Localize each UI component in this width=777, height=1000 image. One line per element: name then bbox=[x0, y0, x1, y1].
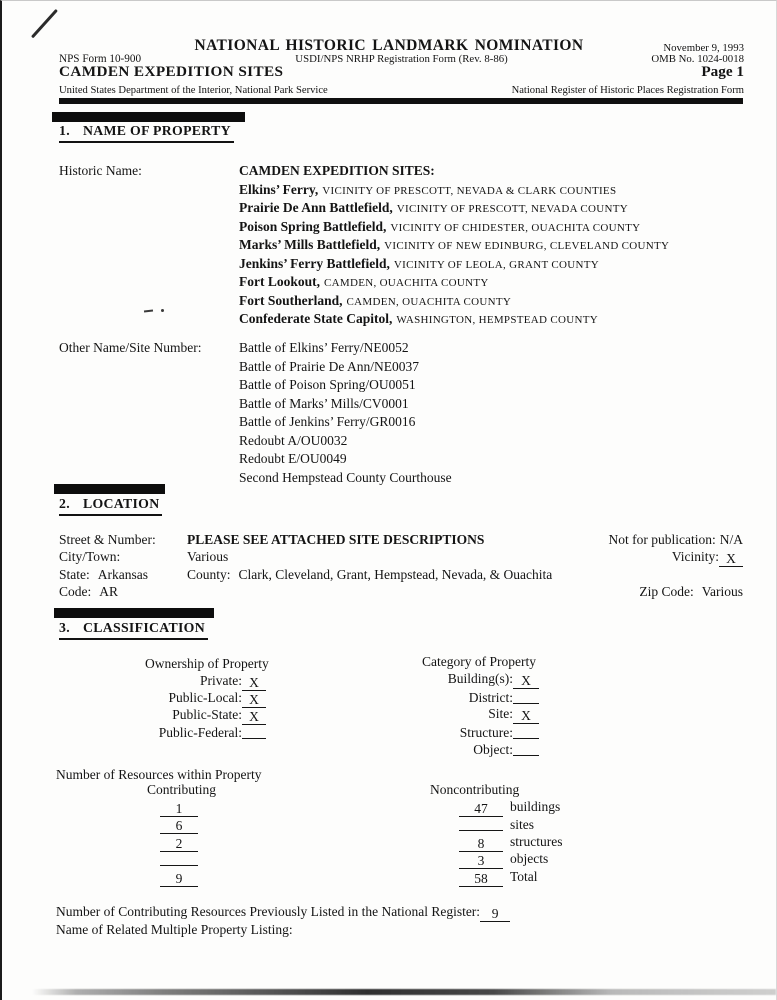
section-1-bar bbox=[52, 112, 245, 122]
other-name-row: Battle of Jenkins’ Ferry/GR0016 bbox=[239, 414, 416, 429]
contributing-label: Contributing bbox=[147, 782, 217, 797]
noncontributing-item-label: Total bbox=[510, 868, 538, 884]
historic-group-title: CAMDEN EXPEDITION SITES: bbox=[239, 163, 435, 178]
noncontributing-item-label: structures bbox=[510, 833, 563, 849]
not-for-publication-value: N/A bbox=[719, 532, 743, 547]
header-rule bbox=[59, 98, 743, 104]
site-name: Fort Southerland, bbox=[239, 292, 343, 308]
site-name: Poison Spring Battlefield, bbox=[239, 218, 387, 234]
page-number: Page 1 bbox=[701, 63, 744, 80]
site-name: Prairie De Ann Battlefield, bbox=[239, 200, 393, 215]
ownership-value: X bbox=[242, 693, 266, 708]
section-2-number: 2. bbox=[59, 496, 70, 511]
category-value: X bbox=[513, 709, 539, 724]
header-property-line bbox=[59, 63, 744, 81]
ownership-value: X bbox=[242, 710, 266, 725]
historic-site-row bbox=[239, 200, 669, 219]
other-name-block bbox=[59, 340, 452, 488]
category-label: Site: bbox=[488, 706, 513, 722]
not-for-publication bbox=[609, 532, 743, 548]
header-date: November 9, 1993 bbox=[663, 42, 744, 54]
ownership-row bbox=[102, 690, 266, 707]
ownership-value bbox=[242, 724, 266, 739]
contributing-row bbox=[160, 799, 198, 816]
historic-site-row bbox=[239, 274, 669, 293]
scan-noise-band bbox=[32, 989, 776, 995]
category-row bbox=[382, 724, 539, 742]
noncontributing-row bbox=[459, 799, 562, 816]
code-value: AR bbox=[99, 584, 119, 600]
section-2-title: LOCATION bbox=[82, 496, 160, 511]
ownership-label: Private: bbox=[200, 673, 242, 688]
code-row bbox=[59, 584, 743, 601]
ownership-row bbox=[102, 724, 266, 741]
noncontributing-row bbox=[459, 834, 562, 851]
noncontributing-value bbox=[459, 816, 503, 831]
zip-value: Various bbox=[701, 584, 743, 600]
noncontributing-value: 47 bbox=[459, 802, 503, 817]
category-row bbox=[382, 689, 539, 707]
category-row bbox=[382, 671, 539, 689]
contributing-row bbox=[160, 851, 198, 868]
section-3-title: CLASSIFICATION bbox=[82, 620, 205, 635]
section-2-heading bbox=[59, 496, 162, 516]
historic-site-row bbox=[239, 219, 669, 238]
category-value bbox=[513, 724, 539, 739]
county bbox=[187, 567, 743, 583]
property-title: CAMDEN EXPEDITION SITES bbox=[59, 63, 284, 80]
other-name-values bbox=[239, 340, 452, 488]
historic-name-values bbox=[239, 163, 669, 330]
section-3-bar bbox=[54, 608, 214, 618]
omb-number: OMB No. 1024-0018 bbox=[651, 53, 744, 65]
site-name: Confederate State Capitol, bbox=[239, 311, 393, 326]
city-value: Various bbox=[187, 549, 229, 565]
county-label: County: bbox=[187, 566, 231, 582]
historic-site-row bbox=[239, 182, 669, 201]
previously-listed-label: Number of Contributing Resources Previously Listed in the National Register: bbox=[56, 904, 481, 919]
noncontributing-item-label: buildings bbox=[510, 799, 561, 814]
category-title: Category of Property bbox=[422, 654, 536, 669]
vicinity-label: Vicinity: bbox=[671, 549, 719, 565]
county-value: Clark, Cleveland, Grant, Hempstead, Nevada, & Ouachita bbox=[238, 566, 553, 582]
noncontributing-value: 8 bbox=[459, 837, 503, 852]
section-3-heading bbox=[59, 620, 208, 640]
vicinity-value: X bbox=[719, 552, 743, 567]
contributing-value: 6 bbox=[160, 819, 198, 834]
site-name: Fort Lookout, bbox=[239, 274, 320, 289]
noncontributing-value: 58 bbox=[459, 872, 503, 887]
city-label: City/Town: bbox=[59, 549, 121, 565]
category-label: Object: bbox=[473, 742, 513, 758]
header-agency-line bbox=[59, 85, 744, 96]
category-value: X bbox=[513, 674, 539, 689]
other-name-row: Battle of Marks’ Mills/CV0001 bbox=[239, 395, 409, 411]
zip-label: Zip Code: bbox=[639, 584, 694, 600]
resources-title: Number of Resources within Property bbox=[56, 767, 262, 782]
category-items bbox=[382, 671, 539, 759]
noncontributing-row bbox=[459, 816, 562, 833]
other-name-row: Battle of Elkins’ Ferry/NE0052 bbox=[239, 340, 409, 355]
section-1-title: NAME OF PROPERTY bbox=[82, 123, 231, 138]
other-name-row: Redoubt E/OU0049 bbox=[239, 451, 347, 466]
section-2-bar bbox=[54, 484, 165, 494]
state-value: Arkansas bbox=[97, 566, 148, 582]
site-location: WASHINGTON, HEMPSTEAD COUNTY bbox=[396, 314, 598, 326]
historic-site-row bbox=[239, 311, 669, 330]
ownership-row bbox=[102, 707, 266, 724]
contributing-value: 1 bbox=[160, 802, 198, 817]
form-number: NPS Form 10-900 bbox=[59, 53, 142, 65]
department-line: United States Department of the Interior, National Park Service bbox=[59, 85, 328, 96]
previously-listed-line bbox=[56, 904, 510, 922]
category-label: Structure: bbox=[459, 724, 513, 740]
site-location: CAMDEN, OUACHITA COUNTY bbox=[346, 295, 512, 308]
other-name-label: Other Name/Site Number: bbox=[59, 340, 202, 355]
site-location: VICINITY OF PRESCOTT, NEVADA COUNTY bbox=[396, 203, 628, 215]
ownership-label: Public-State: bbox=[172, 707, 242, 722]
section-1-heading bbox=[59, 123, 234, 143]
contributing-row bbox=[160, 816, 198, 833]
ownership-label: Public-Local: bbox=[168, 690, 242, 705]
historic-site-row bbox=[239, 256, 669, 275]
historic-site-row bbox=[239, 293, 669, 312]
category-label: District: bbox=[468, 689, 513, 705]
noncontributing-value: 3 bbox=[459, 854, 503, 869]
location-rows bbox=[59, 532, 743, 602]
contributing-values bbox=[160, 799, 198, 886]
category-row bbox=[382, 741, 539, 759]
contributing-value: 2 bbox=[160, 837, 198, 852]
code bbox=[59, 584, 187, 600]
ownership-value: X bbox=[242, 676, 266, 691]
site-location: VICINITY OF NEW EDINBURG, CLEVELAND COUNTY bbox=[384, 240, 670, 252]
contributing-row bbox=[160, 869, 198, 886]
ownership-title: Ownership of Property bbox=[145, 656, 269, 671]
pen-slash-mark bbox=[31, 9, 58, 38]
zip bbox=[639, 584, 743, 600]
state-label: State: bbox=[59, 566, 90, 582]
vicinity bbox=[672, 549, 743, 567]
site-name: Marks’ Mills Battlefield, bbox=[239, 237, 381, 252]
contributing-value bbox=[160, 851, 198, 866]
other-name-row: Battle of Poison Spring/OU0051 bbox=[239, 377, 416, 392]
site-location: CAMDEN, OUACHITA COUNTY bbox=[324, 277, 489, 289]
site-location: VICINITY OF LEOLA, GRANT COUNTY bbox=[393, 258, 600, 271]
state-row bbox=[59, 567, 743, 584]
site-name: Elkins’ Ferry, bbox=[239, 181, 319, 197]
historic-name-block bbox=[59, 163, 669, 330]
historic-name-label: Historic Name: bbox=[59, 163, 142, 178]
contributing-row bbox=[160, 834, 198, 851]
street-label: Street & Number: bbox=[59, 532, 156, 547]
historic-site-row bbox=[239, 237, 669, 256]
noncontributing-row bbox=[459, 851, 562, 868]
section-3-number: 3. bbox=[59, 620, 70, 635]
code-label: Code: bbox=[59, 584, 92, 600]
section-1-number: 1. bbox=[59, 123, 70, 138]
site-name: Jenkins’ Ferry Battlefield, bbox=[239, 255, 390, 271]
ownership-label: Public-Federal: bbox=[158, 725, 242, 740]
ownership-row bbox=[102, 673, 266, 690]
ownership-items bbox=[102, 673, 266, 741]
registration-form-line: USDI/NPS NRHP Registration Form (Rev. 8-86) bbox=[295, 53, 508, 65]
other-name-row: Redoubt A/OU0032 bbox=[239, 432, 348, 448]
category-row bbox=[382, 706, 539, 724]
street-value: PLEASE SEE ATTACHED SITE DESCRIPTIONS bbox=[187, 532, 485, 547]
street-row bbox=[59, 532, 743, 549]
previously-listed-value: 9 bbox=[480, 907, 510, 922]
site-location: VICINITY OF CHIDESTER, OUACHITA COUNTY bbox=[390, 221, 641, 234]
noncontributing-item-label: objects bbox=[510, 851, 549, 867]
register-line: National Register of Historic Places Registration Form bbox=[511, 85, 744, 96]
site-location: VICINITY OF PRESCOTT, NEVADA & CLARK COUNTIES bbox=[322, 184, 617, 197]
other-name-row: Battle of Prairie De Ann/NE0037 bbox=[239, 358, 419, 374]
noncontributing-values bbox=[459, 799, 562, 886]
category-value bbox=[513, 689, 539, 704]
contributing-value: 9 bbox=[160, 872, 198, 887]
state bbox=[59, 567, 187, 583]
category-label: Building(s): bbox=[447, 671, 513, 686]
noncontributing-label: Noncontributing bbox=[430, 782, 520, 797]
other-name-row: Second Hempstead County Courthouse bbox=[239, 469, 452, 485]
noncontributing-item-label: sites bbox=[510, 817, 535, 833]
noncontributing-row bbox=[459, 869, 562, 886]
city-row bbox=[59, 549, 743, 566]
category-value bbox=[513, 741, 539, 756]
form-title: NATIONAL HISTORIC LANDMARK NOMINATION bbox=[194, 37, 584, 54]
not-for-publication-label: Not for publication: bbox=[608, 532, 716, 547]
related-listing-label: Name of Related Multiple Property Listing: bbox=[56, 922, 293, 937]
